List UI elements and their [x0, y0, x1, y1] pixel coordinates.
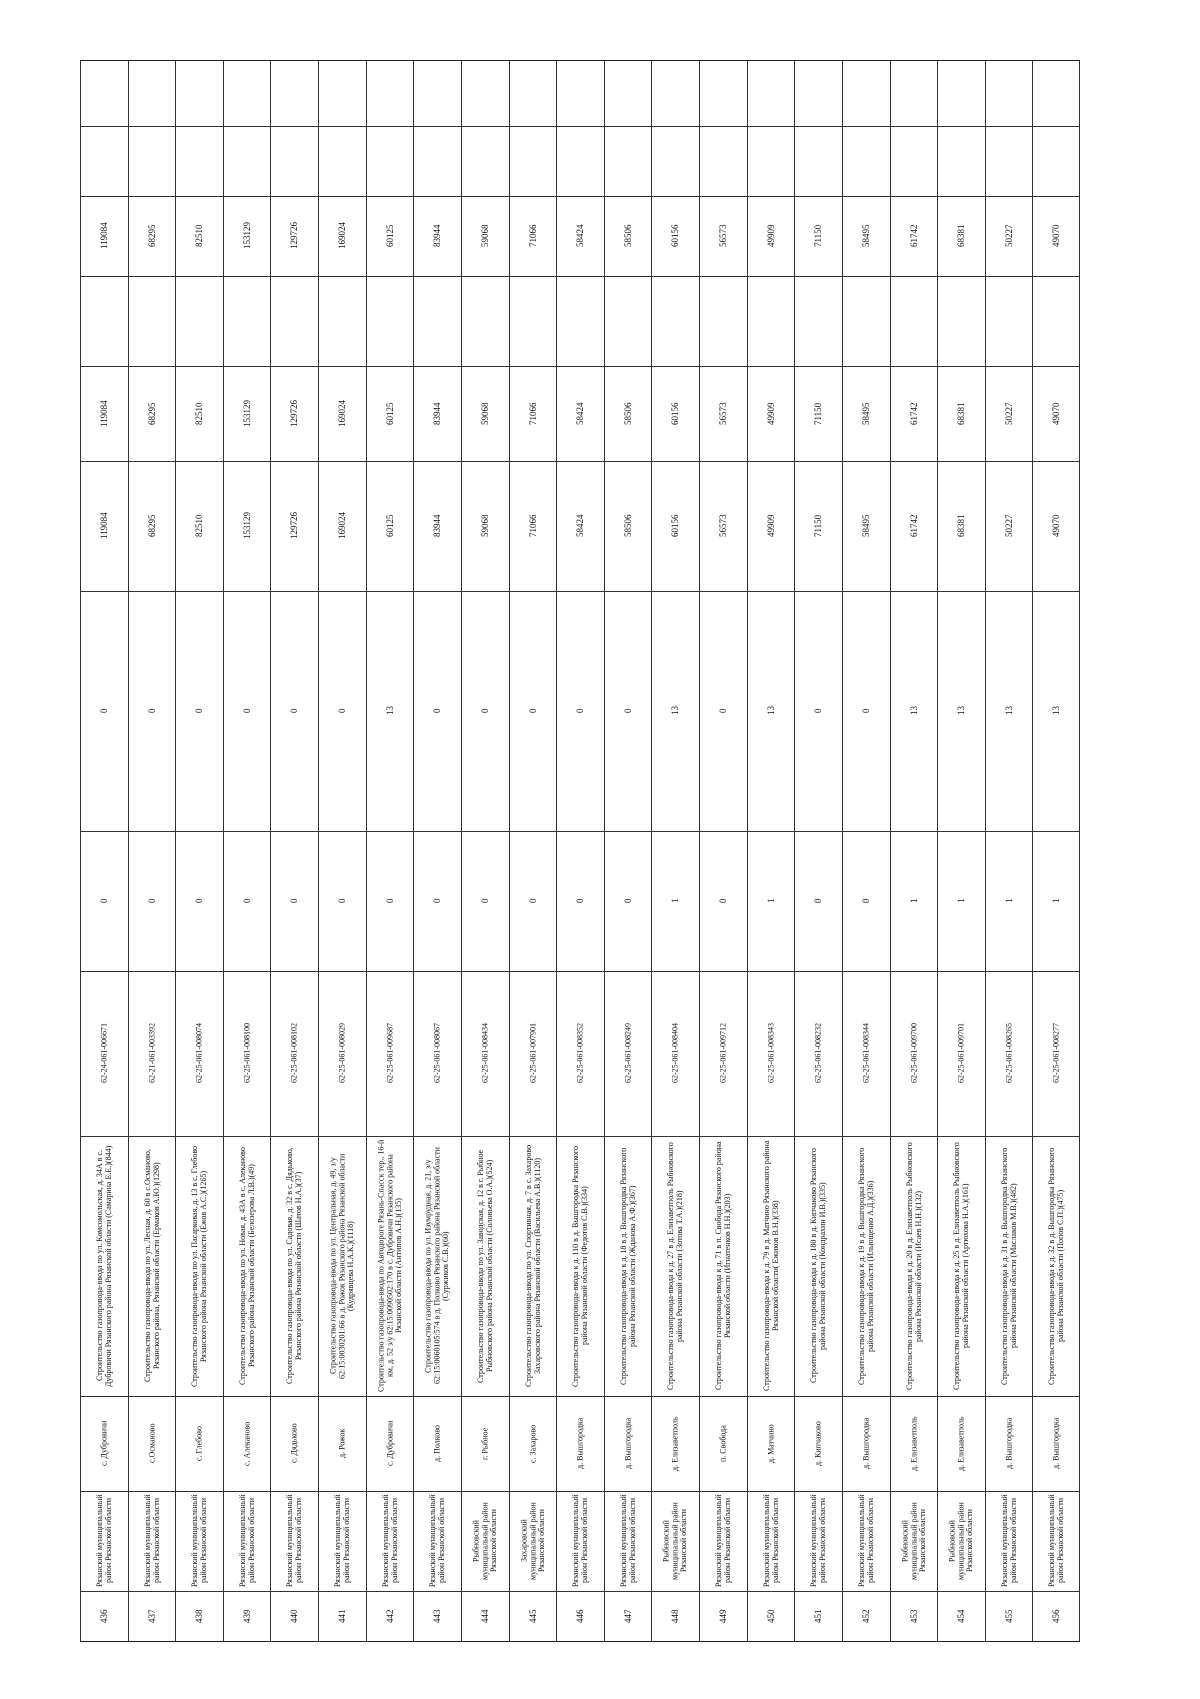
- cell-settlement: г. Рыбное: [480, 1427, 490, 1460]
- cell-district: Рязанский муниципальный район Рязанской области: [190, 1494, 209, 1588]
- cell-c2: 0: [479, 708, 490, 714]
- cell-desc: Строительство газопровода-ввода по ул. Заводская, д. 12 в г. Рыбное Рыбновского района Рязанской области (Соловьева О.А.)(524): [475, 1149, 494, 1383]
- cell-settlement: с. Алеканово: [242, 1421, 252, 1466]
- cell-n: 447: [622, 1609, 633, 1623]
- cell-v1: 71150: [813, 514, 824, 538]
- cell-district: Рязанский муниципальный район Рязанской области: [428, 1494, 447, 1588]
- cell-v3: 119084: [98, 222, 109, 250]
- cell-v1: 83944: [432, 514, 443, 538]
- cell-desc: Строительство газопровода-ввода к д. 18 в д. Вышгородка Рязанского района Рязанской области (Жданова А.Ф.)(367): [618, 1147, 637, 1385]
- cell-code: 62-25-061-009700: [908, 1023, 918, 1084]
- cell-v1: 82510: [194, 514, 205, 538]
- cell-v1: 169024: [336, 512, 347, 540]
- table-record-447: [604, 61, 652, 1641]
- cell-settlement: с. Дядьково: [289, 1423, 299, 1464]
- cell-c1: 0: [813, 898, 824, 904]
- cell-desc: Строительство газопровода-ввода к д. 31 в д. Вышгородка Рязанского района Рязанской области (Маслаков М.В.)(482): [999, 1147, 1018, 1385]
- cell-n: 456: [1051, 1609, 1062, 1623]
- cell-c1: 0: [479, 898, 490, 904]
- table-record-449: [699, 61, 747, 1641]
- cell-n: 442: [384, 1609, 395, 1623]
- cell-code: 62-21-061-003392: [147, 1023, 157, 1084]
- cell-settlement: д. Вышгородка: [623, 1417, 633, 1470]
- table-record-452: [842, 61, 890, 1641]
- cell-district: Рязанский муниципальный район Рязанской области: [809, 1494, 828, 1588]
- cell-v2: 60156: [670, 402, 681, 425]
- cell-district: Рязанский муниципальный район Рязанской области: [571, 1494, 589, 1588]
- cell-v3: 68381: [956, 224, 966, 248]
- cell-v1: 58495: [860, 514, 871, 538]
- cell-v1: 56573: [717, 514, 728, 538]
- cell-code: 62-25-061-008067: [432, 1023, 442, 1084]
- cell-v1: 58506: [622, 514, 633, 538]
- cell-c1: 0: [289, 898, 300, 904]
- cell-v3: 129726: [289, 222, 300, 250]
- cell-v2: 61742: [908, 402, 919, 425]
- cell-settlement: с. Захарово: [527, 1424, 537, 1463]
- cell-desc: Строительство газопровода-ввода к д. 32 в д. Вышгородка Рязанского района Рязанской области (Попов С.П.)(475): [1047, 1147, 1066, 1385]
- cell-desc: Строительство газопровода-ввода к д. 27 в д. Елизаветполь Рыбновского района Рязанской области (Зотова Т.А.)(218): [666, 1142, 685, 1390]
- cell-c1: 0: [432, 898, 443, 904]
- cell-code: 62-24-061-006671: [99, 1023, 109, 1084]
- cell-n: 439: [241, 1609, 252, 1623]
- cell-c2: 0: [241, 708, 252, 714]
- table-record-436: [80, 61, 128, 1641]
- cell-desc: Строительство газопровода-ввода по ул. Новая, д. 43А в с. Алеканово Рязанского района Рязанской области (Белозерова Л.В.)(49): [237, 1147, 256, 1385]
- table-record-440: [270, 61, 318, 1641]
- cell-c1: 1: [670, 898, 681, 904]
- cell-district: Рязанский муниципальный район Рязанской области: [714, 1494, 732, 1588]
- cell-v2: 71150: [813, 402, 824, 425]
- cell-c1: 0: [241, 898, 252, 904]
- cell-v2: 153129: [241, 400, 252, 427]
- cell-v3: 60125: [384, 224, 395, 248]
- cell-v3: 82510: [194, 224, 205, 248]
- cell-code: 62-25-061-009712: [718, 1023, 728, 1084]
- cell-v3: 153129: [241, 222, 252, 250]
- cell-v2: 169024: [336, 400, 347, 427]
- cell-v2: 60125: [384, 402, 395, 425]
- cell-v2: 82510: [194, 402, 205, 425]
- table-record-442: [366, 61, 414, 1641]
- cell-c2: 13: [670, 706, 681, 716]
- cell-c2: 0: [527, 708, 538, 714]
- cell-v3: 58506: [622, 224, 633, 248]
- cell-district: Рязанский муниципальный район Рязанской области: [618, 1494, 637, 1588]
- cell-v1: 58424: [575, 514, 586, 538]
- cell-c2: 0: [860, 708, 871, 714]
- cell-desc: Строительство газопровода-ввода по ул. Спортивная, д. 7 в с. Захарово Захаровского района Рязанской области (Васильева А.В.)(1120): [523, 1144, 542, 1388]
- cell-c2: 0: [813, 708, 824, 714]
- cell-settlement: с. Дубровичи: [385, 1420, 395, 1467]
- cell-code: 62-25-061-008434: [480, 1023, 490, 1084]
- cell-code: 62-25-061-008343: [766, 1023, 776, 1084]
- cell-code: 62-25-061-009701: [956, 1023, 966, 1084]
- cell-desc: Строительство газопровода-ввода к д. 19 в д. Вышгородка Рязанского района Рязанской области (Ильющенко А.Д.)(336): [856, 1147, 875, 1385]
- cell-c2: 0: [432, 708, 443, 714]
- cell-v1: 68381: [956, 514, 966, 538]
- cell-c1: 0: [717, 898, 728, 904]
- cell-district: Рязанский муниципальный район Рязанской области: [333, 1494, 351, 1588]
- cell-v2: 68381: [956, 402, 966, 425]
- cell-v2: 58506: [622, 402, 633, 425]
- cell-desc: Строительство газопровода-ввода к д. 20 в д. Елизаветполь Рыбновского района Рязанской области (Исаев Н.Н.)(132): [904, 1142, 923, 1390]
- cell-v1: 59068: [479, 514, 490, 538]
- table-record-453: [890, 61, 938, 1641]
- cell-code: 62-25-061-008265: [1004, 1023, 1014, 1084]
- cell-v2: 71066: [527, 402, 538, 425]
- cell-v3: 59068: [479, 224, 490, 248]
- cell-code: 62-25-061-008249: [623, 1023, 633, 1084]
- cell-v3: 56573: [717, 224, 728, 248]
- table-record-451: [794, 61, 842, 1641]
- cell-c2: 13: [384, 706, 395, 716]
- cell-desc: Строительство газопровода-ввода по ул. Изумрудная, д. 21, з/у 62:15:0060105:574 в д. Полково Рязанского района Рязанской области (Суржиков С.В.)(60): [423, 1147, 451, 1385]
- cell-c1: 0: [98, 898, 109, 904]
- cell-n: 448: [670, 1609, 681, 1623]
- cell-n: 438: [194, 1609, 205, 1623]
- cell-v2: 83944: [432, 402, 443, 425]
- cell-c1: 0: [146, 898, 157, 904]
- cell-settlement: д. Кипчаково: [813, 1421, 823, 1466]
- cell-settlement: с. Глебово: [194, 1426, 204, 1461]
- table-record-445: [509, 61, 557, 1641]
- cell-v3: 49909: [765, 224, 776, 248]
- cell-code: 62-25-061-008102: [289, 1023, 299, 1084]
- cell-v1: 50227: [1003, 514, 1014, 538]
- cell-settlement: д. Полково: [432, 1425, 442, 1462]
- cell-c2: 0: [717, 708, 728, 714]
- cell-c1: 0: [194, 898, 205, 904]
- rotated-table: [80, 60, 1080, 1642]
- cell-v2: 56573: [717, 402, 728, 425]
- cell-desc: Строительство газопровода-ввода по ул. Лесная, д. 60 в с.Османово, Рязанского района, Рязанской области (Ермаков А.Ю.)(1298): [142, 1149, 161, 1383]
- cell-c2: 13: [1051, 706, 1062, 716]
- cell-desc: Строительство газопровода-ввода к д. 110 в д. Вышгородка Рязанского района Рязанской области (Федотов С.В.)(334): [571, 1145, 589, 1387]
- cell-district: Рязанский муниципальный район Рязанской области: [237, 1494, 256, 1588]
- cell-settlement: д. Елизаветполь: [670, 1416, 680, 1471]
- cell-district: Рязанский муниципальный район Рязанской области: [285, 1494, 304, 1588]
- cell-code: 62-25-061-008232: [813, 1023, 823, 1084]
- cell-v1: 119084: [98, 512, 109, 540]
- cell-c2: 0: [194, 708, 205, 714]
- cell-v2: 119084: [98, 400, 109, 427]
- cell-c1: 1: [908, 898, 919, 904]
- cell-desc: Строительство газопровода-ввода по ул. Садовая, д. 32 в с. Дядьково, Рязанского района Рязанской области (Шатов Н.А.)(37): [285, 1147, 304, 1385]
- cell-district: Рыбновский муниципальный район Рязанской области: [662, 1502, 689, 1580]
- cell-c1: 0: [527, 898, 538, 904]
- cell-v3: 49070: [1051, 224, 1062, 248]
- cell-c2: 0: [336, 708, 347, 714]
- cell-c2: 0: [146, 708, 157, 714]
- cell-desc: Строительство газопровода-ввода к д. 71 в п. Свобода Рязанского района Рязанской области (Игнатенков Н.Н.)(203): [714, 1141, 732, 1391]
- cell-settlement: д. Рожок: [337, 1428, 347, 1459]
- cell-district: Рязанский муниципальный район Рязанской области: [95, 1494, 113, 1588]
- table-record-448: [651, 61, 699, 1641]
- cell-n: 441: [336, 1609, 347, 1623]
- cell-c1: 0: [336, 898, 347, 904]
- cell-v1: 68295: [146, 514, 157, 538]
- cell-code: 62-25-061-008344: [861, 1023, 871, 1084]
- table-record-446: [556, 61, 604, 1641]
- cell-settlement: с.Османово: [147, 1423, 157, 1464]
- cell-c1: 0: [575, 898, 586, 904]
- cell-v2: 49909: [765, 402, 776, 425]
- cell-desc: Строительство газопровода-ввода по Автодороге Рязань-Спасск тер., 16-й км, д. 52 з/у 62:15:0090502:170 в с. Дубровичи Рязанского района Рязанской области (Антипов А.Н.)(135): [376, 1139, 403, 1393]
- cell-c1: 1: [765, 898, 776, 904]
- cell-v3: 61742: [908, 224, 919, 248]
- cell-desc: Строительство газопровода-ввода к д. 180 в д. Кипчаково Рязанского района Рязанской области (Кондрахин И.В.)(335): [809, 1148, 828, 1384]
- cell-n: 455: [1003, 1609, 1014, 1623]
- cell-n: 452: [860, 1609, 871, 1623]
- cell-n: 443: [432, 1609, 443, 1623]
- cell-v2: 59068: [479, 402, 490, 425]
- table-record-450: [747, 61, 795, 1641]
- cell-v2: 68295: [146, 402, 157, 425]
- cell-district: Рязанский муниципальный район Рязанской области: [999, 1494, 1018, 1588]
- cell-v1: 153129: [241, 512, 252, 540]
- cell-v1: 60156: [670, 514, 681, 538]
- cell-v3: 71150: [813, 224, 824, 248]
- cell-code: 62-25-061-009687: [385, 1023, 395, 1084]
- table-record-439: [223, 61, 271, 1641]
- cell-settlement: д. Елизаветполь: [908, 1416, 918, 1471]
- cell-v3: 71066: [527, 224, 538, 248]
- cell-c2: 0: [98, 708, 109, 714]
- cell-district: Рязанский муниципальный район Рязанской области: [856, 1494, 875, 1588]
- table-record-437: [128, 61, 176, 1641]
- table-record-456: [1032, 61, 1080, 1641]
- cell-n: 449: [717, 1609, 728, 1623]
- cell-v1: 60125: [384, 514, 395, 538]
- cell-code: 62-25-061-008404: [670, 1023, 680, 1084]
- cell-code: 62-25-061-008352: [575, 1023, 585, 1084]
- cell-district: Рыбновский муниципальный район Рязанской области: [471, 1502, 499, 1580]
- cell-v1: 49070: [1051, 514, 1062, 538]
- cell-n: 446: [575, 1609, 586, 1623]
- cell-v2: 58424: [575, 402, 586, 425]
- cell-code: 62-25-061-008277: [1051, 1023, 1061, 1084]
- cell-settlement: п. Свобода: [718, 1425, 728, 1462]
- cell-district: Рязанский муниципальный район Рязанской области: [1047, 1494, 1066, 1588]
- cell-code: 62-25-061-007901: [527, 1023, 537, 1084]
- cell-v3: 50227: [1003, 224, 1014, 248]
- cell-district: Рыбновский муниципальный район Рязанской области: [900, 1502, 927, 1580]
- cell-c2: 13: [765, 706, 776, 716]
- cell-v1: 129726: [289, 512, 300, 540]
- cell-district: Рязанский муниципальный район Рязанской области: [761, 1494, 780, 1588]
- cell-c1: 1: [956, 898, 966, 904]
- cell-code: 62-25-061-008074: [194, 1023, 204, 1084]
- cell-n: 445: [527, 1609, 538, 1623]
- cell-desc: Строительство газопровода-ввода по ул. Центральная, д. 49, з/у 62:15:0030201:66 в д. Рожок Рязанского района Рязанской области (Кудрявцева Н.А.К.)(1118): [328, 1153, 356, 1379]
- cell-c1: 0: [622, 898, 633, 904]
- cell-c1: 1: [1051, 898, 1062, 904]
- cell-v3: 58424: [575, 224, 586, 248]
- cell-n: 453: [908, 1609, 919, 1623]
- cell-district: Рязанский муниципальный район Рязанской области: [142, 1494, 161, 1588]
- cell-district: Захаровский муниципальный район Рязанской области: [519, 1502, 546, 1580]
- cell-desc: Строительство газопровода-ввода по ул. Пасарковая, д. 13 в с. Глебово Рязанского района Рязанской области (Ежов А.С.)(1265): [190, 1145, 209, 1387]
- table-record-443: [413, 61, 461, 1641]
- cell-v2: 129726: [289, 400, 300, 427]
- cell-n: 451: [813, 1609, 824, 1623]
- cell-v1: 61742: [908, 514, 919, 538]
- cell-v2: 49070: [1051, 402, 1062, 425]
- cell-n: 454: [956, 1609, 966, 1623]
- table-record-438: [175, 61, 223, 1641]
- cell-v3: 68295: [146, 224, 157, 248]
- cell-code: 62-25-061-008100: [242, 1023, 252, 1084]
- cell-c1: 0: [860, 898, 871, 904]
- cell-c1: 1: [1003, 898, 1014, 904]
- cell-v3: 58495: [860, 224, 871, 248]
- cell-c2: 13: [1003, 706, 1014, 716]
- cell-district: Рязанский муниципальный район Рязанской области: [380, 1494, 399, 1588]
- table-record-454: [937, 61, 985, 1641]
- table-record-441: [318, 61, 366, 1641]
- cell-v3: 83944: [432, 224, 443, 248]
- table-record-444: [461, 61, 509, 1641]
- cell-settlement: с. Дубровичи: [99, 1420, 109, 1467]
- cell-desc: Строительство газопровода-ввода по ул. Комсомольская, д. 34А в с. Дубровичи Рязанского района Рязанской области (Самарина Е.Е.)(844): [95, 1145, 113, 1387]
- cell-c2: 13: [908, 706, 919, 716]
- cell-n: 444: [479, 1609, 490, 1623]
- cell-n: 436: [98, 1609, 109, 1623]
- cell-v3: 169024: [336, 222, 347, 250]
- cell-desc: Строительство газопровода-ввода к д. 79 в д. Матчино Рязанского района Рязанской области( Ежиков В.Н.)(338): [761, 1140, 780, 1392]
- cell-c1: 0: [384, 898, 395, 904]
- cell-n: 450: [765, 1609, 776, 1623]
- cell-c2: 0: [575, 708, 586, 714]
- cell-v2: 50227: [1003, 402, 1014, 425]
- cell-v2: 58495: [860, 402, 871, 425]
- cell-settlement: д. Вышгородка: [1004, 1417, 1014, 1470]
- cell-n: 440: [289, 1609, 300, 1623]
- cell-settlement: д. Вышгородка: [575, 1417, 585, 1470]
- cell-desc: Строительство газопровода-ввода к д. 25 в д. Елизаветполь Рыбновского района Рязанской области (Артюхова Н.А.)(161): [952, 1142, 970, 1390]
- cell-c2: 0: [289, 708, 300, 714]
- cell-settlement: д. Вышгородка: [1051, 1417, 1061, 1470]
- cell-district: Рыбновский муниципальный район Рязанской области: [947, 1502, 975, 1580]
- cell-settlement: д. Матчино: [766, 1424, 776, 1463]
- cell-code: 62-25-061-008029: [337, 1023, 347, 1084]
- cell-v3: 60156: [670, 224, 681, 248]
- cell-settlement: д. Вышгородка: [861, 1417, 871, 1470]
- table-record-455: [985, 61, 1033, 1641]
- cell-v1: 71066: [527, 514, 538, 538]
- cell-v1: 49909: [765, 514, 776, 538]
- cell-settlement: д. Елизаветполь: [956, 1416, 966, 1471]
- cell-n: 437: [146, 1609, 157, 1623]
- cell-c2: 0: [622, 708, 633, 714]
- cell-c2: 13: [956, 706, 966, 716]
